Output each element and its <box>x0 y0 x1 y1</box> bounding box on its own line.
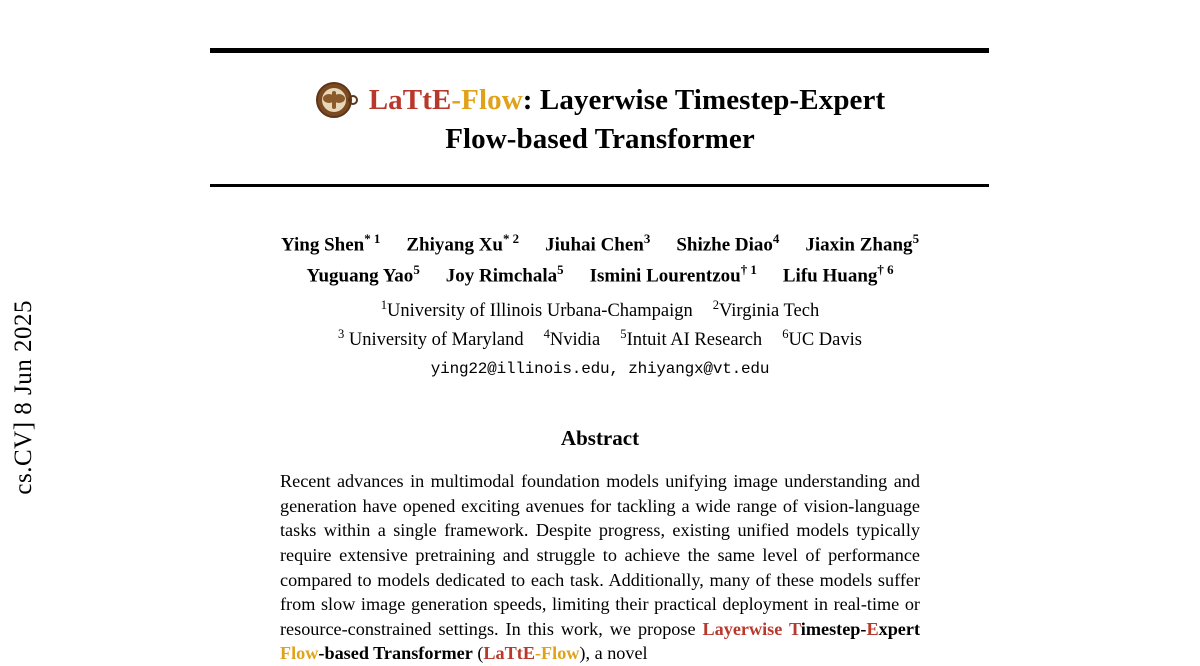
title-brand-flow: -Flow <box>451 84 523 117</box>
paper-column <box>210 0 990 666</box>
author-row-1 <box>210 229 990 260</box>
abstract-bold-e: E <box>866 618 879 639</box>
affiliation-name: UC Davis <box>788 330 862 351</box>
affiliation-marker: 5 <box>620 327 627 342</box>
affiliation-marker: 4 <box>543 327 550 342</box>
affiliation-name: University of Maryland <box>344 330 524 351</box>
author-name: Jiaxin Zhang <box>805 234 913 256</box>
author-name: Shizhe Diao <box>676 234 773 256</box>
latte-cup-icon <box>315 81 355 121</box>
abstract-heading: Abstract <box>560 426 640 451</box>
abstract-paragraph-part1: Recent advances in multimodal foundation models unifying image understanding and generation have opened exciting avenues for tackling a wide range of vision-language tasks within a single framework. Despite progress, existing unified models typically require extensive pretraining and struggle to achieve the same level of performance compared to models dedicated to each task. Additionally, many of these models suffer from slow image generation speeds, limiting their practical deployment in real-time or resource-constrained settings. In this work, we propose <box>280 471 920 639</box>
abstract-bold-based-transformer: -based Transformer <box>318 643 473 664</box>
abstract-bold-imestep: imestep- <box>800 618 867 639</box>
affiliation-row-1 <box>210 296 990 325</box>
author-list <box>210 229 990 291</box>
author-affil-marker: 4 <box>772 231 780 247</box>
affiliation-marker: 6 <box>782 327 789 342</box>
abstract-bold-flow: Flow <box>280 643 319 664</box>
abstract-paren-open: ( <box>472 643 484 664</box>
arxiv-sidebar-stamp: cs.CV] 8 Jun 2025 <box>10 300 37 495</box>
paper-title <box>210 81 990 158</box>
contact-emails[interactable]: ying22@illinois.edu, zhiyangx@vt.edu <box>430 360 770 379</box>
author-row-2 <box>210 260 990 291</box>
title-line1-rest: : Layerwise Timestep-Expert <box>522 84 886 117</box>
author-name: Jiuhai Chen <box>545 234 644 256</box>
title-line2: Flow-based Transformer <box>445 123 755 155</box>
abstract-bold-xpert: xpert <box>878 618 921 639</box>
author-name: Ying Shen <box>280 234 365 256</box>
affiliation-name: Intuit AI Research <box>626 330 763 351</box>
abstract-bold-layerwise: Layerwise <box>702 618 783 639</box>
author-name: Joy Rimchala <box>445 265 558 287</box>
author-affil-marker: * 1 <box>364 231 381 247</box>
affiliation-name: Nvidia <box>549 330 601 351</box>
affiliation-marker: 2 <box>712 297 720 312</box>
abstract-text <box>280 469 920 666</box>
abstract-bold-t: T <box>788 618 801 639</box>
affiliation-name: University of Illinois Urbana-Champaign <box>387 300 693 321</box>
title-rule-top <box>210 48 989 53</box>
author-affil-marker: † 1 <box>740 261 757 277</box>
affiliation-marker: 3 <box>338 327 345 342</box>
author-affil-marker: † 6 <box>877 261 894 277</box>
abstract-brand-flow: -Flow <box>534 643 580 664</box>
author-name: Ismini Lourentzou <box>589 265 741 287</box>
abstract-paren-close: ), a novel <box>579 643 648 664</box>
affiliation-row-2 <box>210 325 990 354</box>
author-affil-marker: 5 <box>413 261 420 277</box>
author-affil-marker: * 2 <box>502 231 520 247</box>
author-name: Zhiyang Xu <box>406 234 503 256</box>
affiliation-marker: 1 <box>380 297 388 312</box>
author-affil-marker: 5 <box>912 231 920 247</box>
author-name: Yuguang Yao <box>306 265 414 287</box>
author-name: Lifu Huang <box>782 265 878 287</box>
abstract-brand-latte: LaTtE <box>483 643 535 664</box>
affiliation-name: Virginia Tech <box>719 300 820 321</box>
author-affil-marker: 5 <box>557 261 564 277</box>
affiliation-list <box>210 296 990 355</box>
title-brand-latte: LaTtE <box>368 84 452 117</box>
title-rule-bottom <box>210 184 989 187</box>
author-affil-marker: 3 <box>643 231 651 247</box>
